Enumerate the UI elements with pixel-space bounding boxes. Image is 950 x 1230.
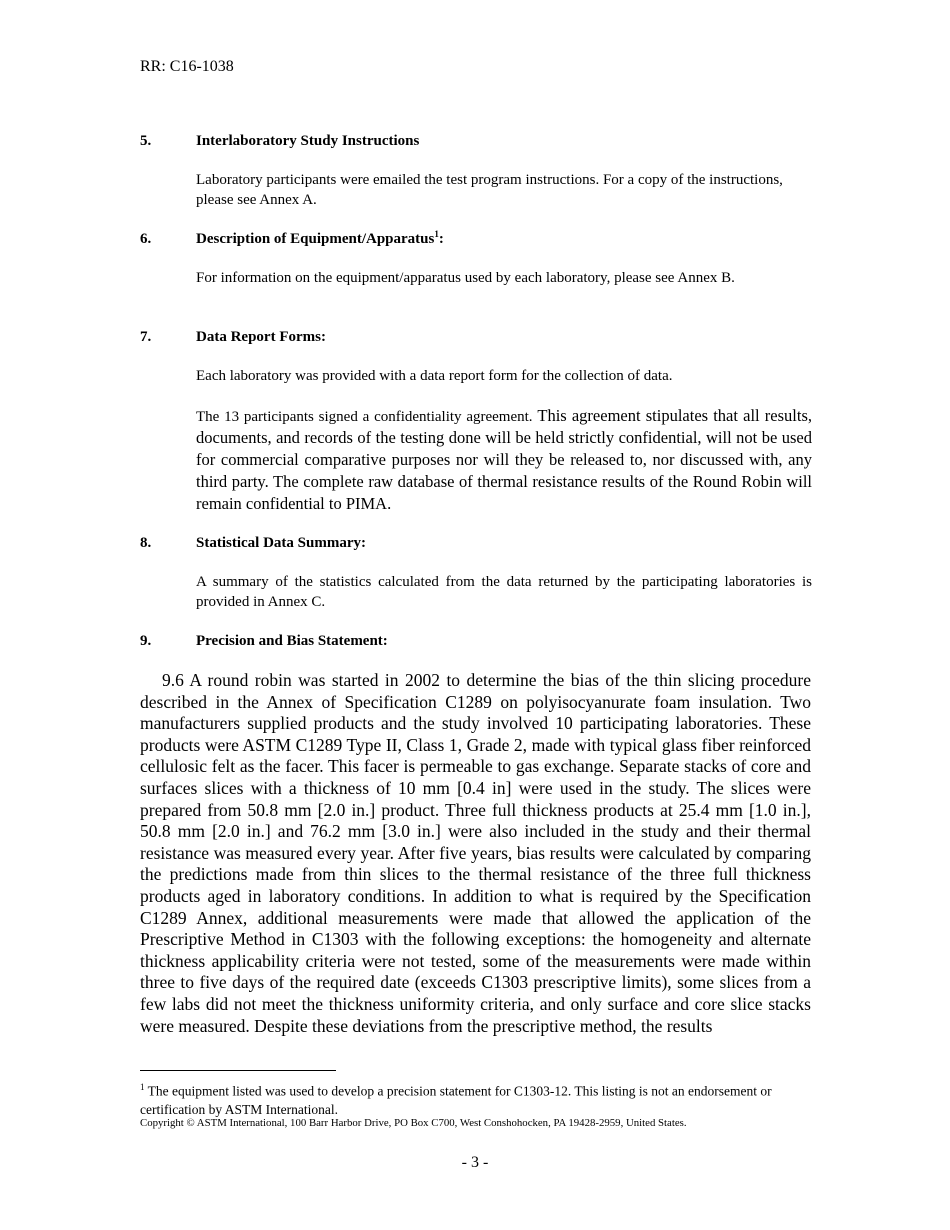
section-number: 9. (140, 633, 152, 649)
section-6 (140, 229, 812, 288)
section-heading (140, 229, 812, 249)
footnote-mark: 1 (140, 1082, 145, 1092)
page-number: - 3 - (461, 1154, 489, 1171)
section-paragraph: A summary of the statistics calculated from the data returned by the participating laboratories is provided in Annex C. (196, 574, 812, 610)
section-number: 7. (140, 329, 152, 345)
section-title (196, 229, 444, 249)
section-number: 6. (140, 231, 152, 247)
footnote-divider (140, 1070, 336, 1071)
section-title-suffix: : (438, 231, 444, 247)
section-title: Interlaboratory Study Instructions (196, 133, 420, 149)
section-title-text: Description of Equipment/Apparatus (196, 231, 435, 247)
section-heading (140, 131, 812, 151)
section-number: 8. (140, 535, 152, 551)
footnote-reference: 1 (434, 229, 439, 239)
confidentiality-lead: The 13 participants signed a confidentiality agreement. (196, 409, 533, 425)
clause-text: A round robin was started in 2002 to determine the bias of the thin slicing procedure described in the Annex of Specification C1289 on polyisocyanurate foam insulation. Two manufacturers supplied products and the study involved 10 participating laboratories. These products were ASTM C1289 Type II, Class 1, Grade 2, made with typical glass fiber reinforced cellulosic felt as the facer. This facer is permeable to gas exchange. Separate stacks of core and surfaces slices with a thickness of 10 mm [0.4 in] were used in the study. The slices were prepared from 50.8 mm [2.0 in.] product. Three full thickness products at 25.4 mm [1.0 in.], 50.8 mm [2.0 in.] and 76.2 mm [3.0 in.] were also included in the study and their thermal resistance was measured every year. After five years, bias results were calculated by comparing the predictions made from thin slices to the thermal resistance of the three full thickness products aged in laboratory conditions. In addition to what is required by the Specification C1289 Annex, additional measurements were made that allowed the application of the Prescriptive Method in C1303 with the following exceptions: the homogeneity and alternate thickness applicability criteria were not tested, some of the measurements were made within three to five days of the required date (exceeds C1303 prescriptive limits), some slices from a few labs did not meet the thickness uniformity criteria, and only surface and core slice stacks were measured. Despite these deviations from the prescriptive method, the results (140, 670, 811, 1036)
section-5 (140, 131, 812, 210)
clause-number: 9.6 (162, 670, 184, 690)
section-heading (140, 631, 812, 651)
section-paragraph: Each laboratory was provided with a data report form for the collection of data. (196, 368, 673, 384)
section-paragraph: Laboratory participants were emailed the test program instructions. For a copy of the instructions, please see Annex A. (196, 172, 783, 208)
report-id-header: RR: C16-1038 (140, 58, 234, 75)
section-heading (140, 327, 812, 347)
confidentiality-paragraph (196, 405, 812, 515)
confidentiality-terms: This agreement stipulates that all results, documents, and records of the testing done will be held strictly confidential, will not be used for commercial comparative purposes nor will they be released to, nor discussed with, any third party. The complete raw database of thermal resistance results of the Round Robin will remain confidential to PIMA. (196, 406, 812, 513)
section-7 (140, 327, 812, 515)
clause-9-6-paragraph (140, 670, 811, 1037)
section-9 (140, 631, 812, 651)
section-8 (140, 533, 812, 612)
footnote-text: The equipment listed was used to develop a precision statement for C1303-12. This listing is not an endorsement or certification by ASTM International. (140, 1083, 772, 1117)
footnote (140, 1078, 812, 1119)
section-number: 5. (140, 133, 152, 149)
section-paragraph: For information on the equipment/apparatus used by each laboratory, please see Annex B. (196, 270, 735, 286)
section-title: Data Report Forms: (196, 329, 326, 345)
section-heading (140, 533, 812, 553)
copyright-notice: Copyright © ASTM International, 100 Barr Harbor Drive, PO Box C700, West Conshohocken, PA 19428-2959, United States. (140, 1117, 687, 1129)
section-title: Precision and Bias Statement: (196, 633, 388, 649)
section-title: Statistical Data Summary: (196, 535, 366, 551)
